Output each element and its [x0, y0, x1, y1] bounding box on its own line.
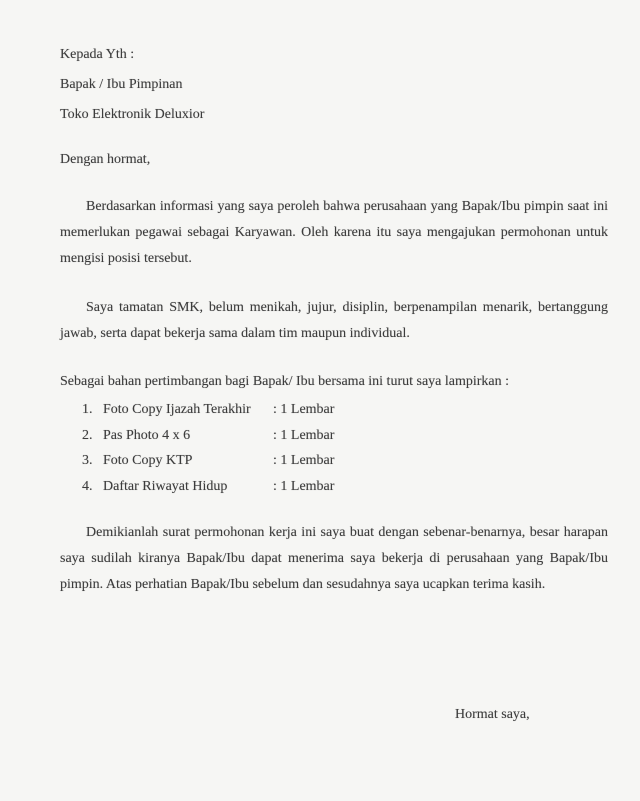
attachment-quantity: : 1 Lembar [273, 427, 335, 443]
attachment-item-row [60, 423, 608, 449]
attachment-quantity: : 1 Lembar [273, 453, 335, 469]
qualifications-paragraph: Saya tamatan SMK, belum menikah, jujur, disiplin, berpenampilan menarik, bertanggung jawab, serta dapat bekerja sama dalam tim maupun individual. [60, 300, 608, 341]
attachment-name: Daftar Riwayat Hidup [103, 479, 228, 495]
attachments-intro: Sebagai bahan pertimbangan bagi Bapak/ Ibu bersama ini turut saya lampirkan : [60, 374, 510, 389]
attachments-list [60, 397, 608, 500]
attachment-quantity: : 1 Lembar [273, 479, 335, 495]
salutation: Dengan hormat, [60, 152, 151, 167]
attachment-item-row [60, 397, 608, 423]
attachment-quantity: : 1 Lembar [273, 402, 335, 417]
recipient-line-company: Toko Elektronik Deluxior [60, 107, 205, 122]
attachment-number: 4. [82, 479, 93, 495]
recipient-line-kepada-yth: Kepada Yth : [60, 47, 135, 62]
attachment-number: 2. [82, 427, 93, 443]
closing-paragraph: Demikianlah surat permohonan kerja ini saya buat dengan sebenar-benarnya, besar harapan saya sudilah kiranya Bapak/Ibu dapat menerima saya bekerja di perusahaan yang Bapak/Ibu pimpin. Atas perhatian Bapak/Ibu sebelum dan sesudahnya saya ucapkan terima kasih. [60, 524, 608, 592]
attachment-number: 3. [82, 453, 93, 469]
recipient-line-pimpinan: Bapak / Ibu Pimpinan [60, 77, 183, 92]
attachment-name: Foto Copy Ijazah Terakhir [103, 402, 251, 417]
attachment-item-row [60, 448, 608, 474]
recipient-block [60, 40, 608, 130]
attachment-name: Foto Copy KTP [103, 453, 193, 469]
attachment-number: 1. [82, 402, 93, 417]
signature-line: Hormat saya, [455, 706, 530, 722]
attachment-name: Pas Photo 4 x 6 [103, 427, 191, 443]
opening-paragraph: Berdasarkan informasi yang saya peroleh bahwa perusahaan yang Bapak/Ibu pimpin saat ini memerlukan pegawai sebagai Karyawan. Oleh karena itu saya mengajukan permohonan untuk mengisi posisi tersebut. [60, 199, 608, 266]
attachment-item-row [60, 474, 608, 500]
